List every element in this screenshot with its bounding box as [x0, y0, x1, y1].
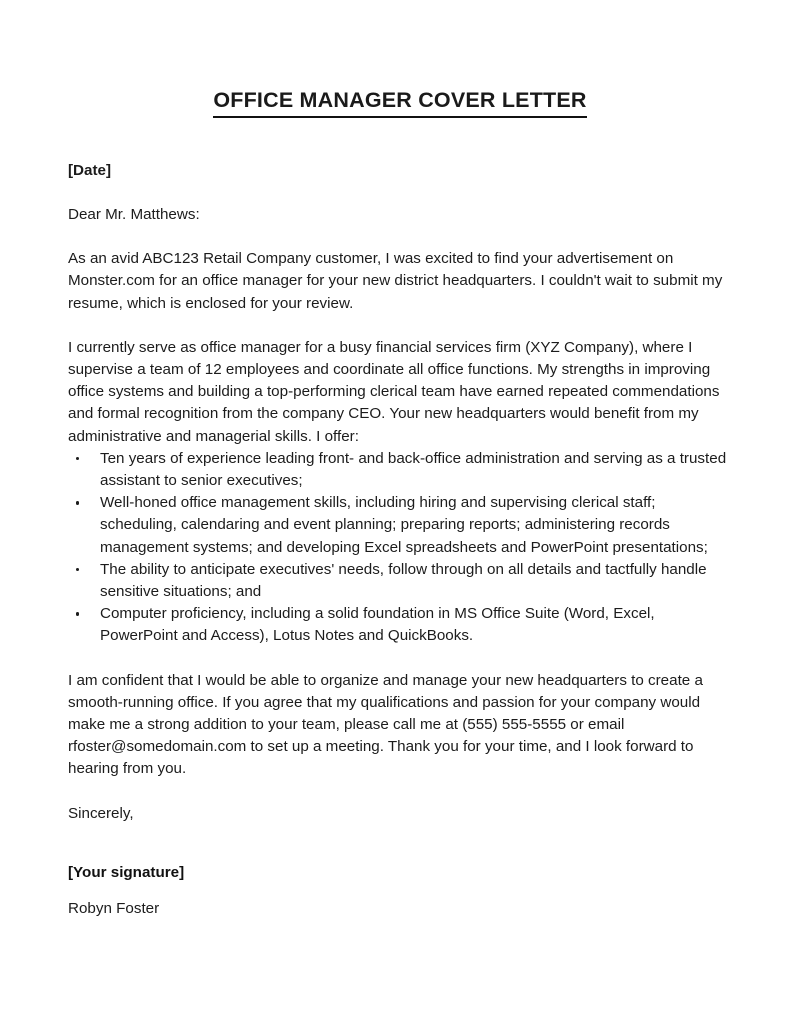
bullet-icon — [76, 501, 79, 504]
spacer-after-title — [68, 118, 732, 160]
spacer-after-list — [68, 648, 732, 670]
list-item — [68, 492, 732, 559]
spacer-after-intro — [68, 315, 732, 337]
bullet-icon — [76, 568, 79, 571]
date-placeholder: [Date] — [68, 161, 112, 179]
spacer-after-salutation — [68, 226, 732, 248]
spacer-after-date — [68, 182, 732, 204]
paragraph-closing: I am confident that I would be able to organize and manage your new headquarters to create a smooth-running office. If you agree that my qualifications and passion for your company would make me a strong addition to your team, please call me at (555) 555-5555 or email rfoster@somedomain.com to set up a meeting. Thank you for your time, and I look forward to hearing from you. — [68, 671, 703, 778]
list-item-text: Well-honed office management skills, including hiring and supervising clerical staff; scheduling, calendaring and event planning; preparing reports; administering records management systems; and developing Excel spreadsheets and PowerPoint presentations; — [100, 494, 708, 556]
sign-off: Sincerely, — [68, 804, 134, 822]
list-item-text: Computer proficiency, including a solid foundation in MS Office Suite (Word, Excel, PowerPoint and Access), Lotus Notes and QuickBooks. — [100, 605, 655, 645]
qualifications-list — [68, 448, 732, 648]
signature-placeholder: [Your signature] — [68, 864, 185, 882]
paragraph-experience: I currently serve as office manager for a busy financial services firm (XYZ Company), where I supervise a team of 12 employees and coordinate all office functions. My strengths in improving office systems and building a top-performing clerical team have earned repeated commendations and formal recognition from the company CEO. Your new headquarters would benefit from my administrative and managerial skills. I offer: — [68, 338, 720, 445]
spacer-after-signoff — [68, 825, 732, 847]
bullet-icon — [76, 612, 79, 615]
list-item-text: Ten years of experience leading front- and back-office administration and serving as a trusted assistant to senior executives; — [100, 449, 727, 490]
page-title-text: OFFICE MANAGER COVER LETTER — [213, 88, 586, 118]
list-item — [68, 448, 732, 492]
list-item — [68, 603, 732, 647]
paragraph-intro: As an avid ABC123 Retail Company customer, I was excited to find your advertisement on Monster.com for an office manager for your new district headquarters. I couldn't wait to submit my resume, which is enclosed for your review. — [68, 250, 723, 312]
bullet-icon — [76, 457, 79, 460]
list-item — [68, 559, 732, 603]
sender-name: Robyn Foster — [68, 900, 160, 918]
spacer-after-closing — [68, 781, 732, 803]
salutation: Dear Mr. Matthews: — [68, 206, 200, 223]
list-item-text: The ability to anticipate executives' needs, follow through on all details and tactfully handle sensitive situations; and — [100, 560, 707, 601]
page-title — [68, 88, 732, 118]
